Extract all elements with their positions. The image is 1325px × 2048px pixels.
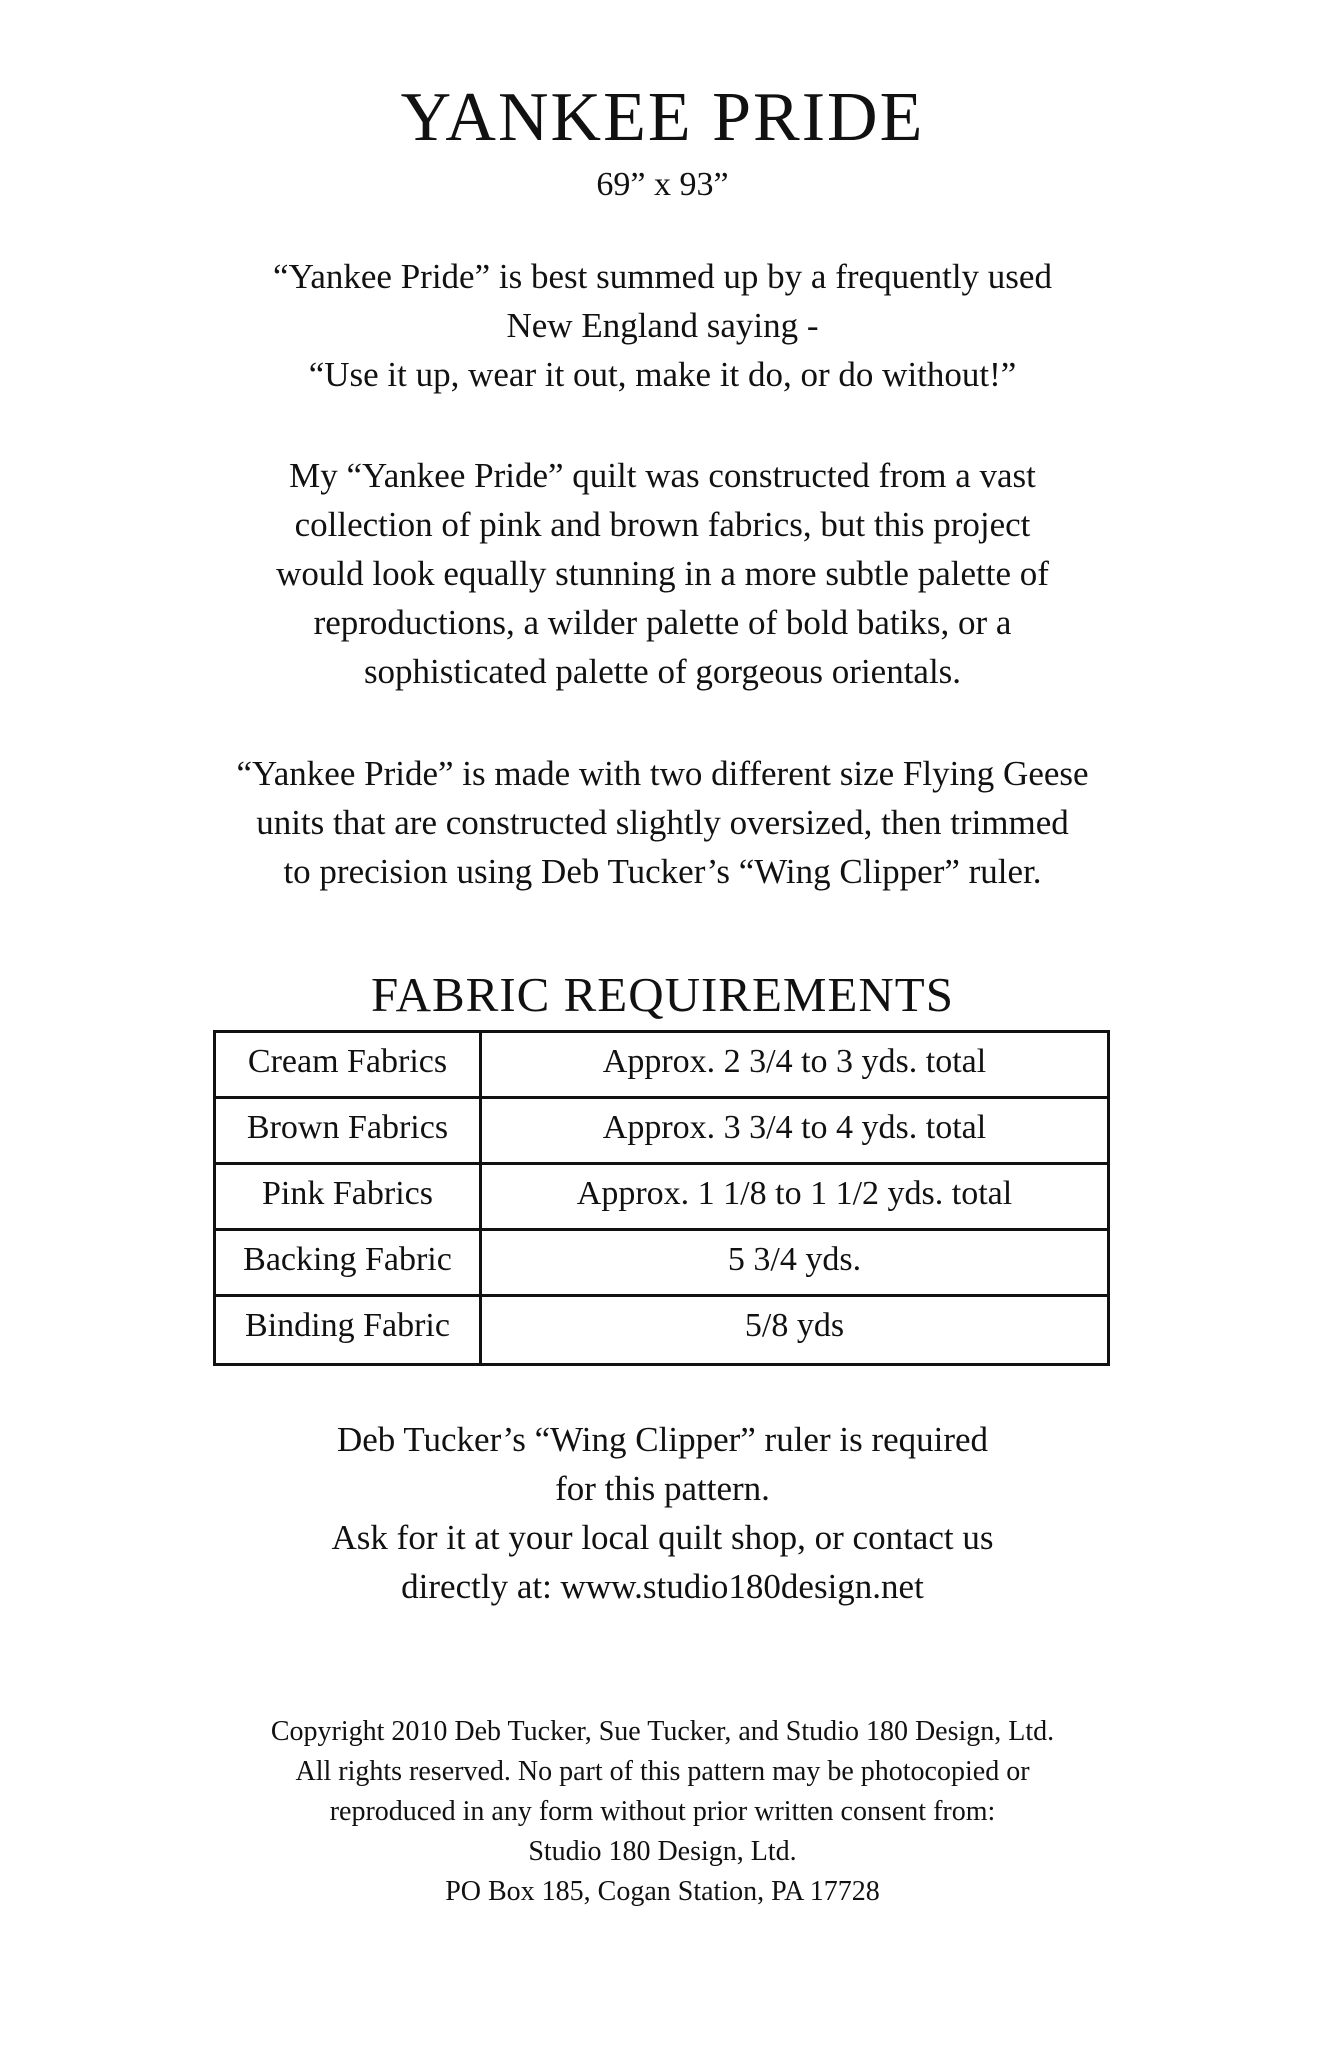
intro-line: “Yankee Pride” is best summed up by a frequently used	[273, 257, 1052, 296]
description-line: My “Yankee Pride” quilt was constructed from a vast	[289, 456, 1036, 495]
description-line: collection of pink and brown fabrics, but this project	[294, 505, 1031, 544]
fabric-name-cell: Backing Fabric	[216, 1231, 482, 1294]
table-row	[216, 1231, 1107, 1297]
description-paragraph	[150, 451, 1175, 696]
fabric-amount-cell: Approx. 2 3/4 to 3 yds. total	[602, 1043, 987, 1080]
technique-line: “Yankee Pride” is made with two different size Flying Geese	[236, 754, 1089, 793]
ruler-note-line: Ask for it at your local quilt shop, or contact us	[331, 1518, 994, 1557]
fabric-amount-cell: Approx. 1 1/8 to 1 1/2 yds. total	[576, 1175, 1013, 1212]
fabric-amount-cell: 5/8 yds	[744, 1307, 845, 1344]
fabric-name-cell: Brown Fabrics	[216, 1099, 482, 1162]
table-row	[216, 1297, 1107, 1363]
technique-line: units that are constructed slightly oversized, then trimmed	[256, 803, 1069, 842]
fabric-amount-cell: 5 3/4 yds.	[727, 1241, 862, 1278]
intro-paragraph	[150, 252, 1175, 399]
fabric-amount-cell: Approx. 3 3/4 to 4 yds. total	[602, 1109, 987, 1146]
copyright-line: All rights reserved. No part of this pattern may be photocopied or	[295, 1756, 1030, 1787]
copyright-line: Studio 180 Design, Ltd.	[528, 1836, 797, 1867]
ruler-note-line: for this pattern.	[555, 1469, 770, 1508]
page-title: YANKEE PRIDE	[400, 79, 925, 156]
ruler-note-paragraph	[150, 1415, 1175, 1611]
technique-line: to precision using Deb Tucker’s “Wing Clipper” ruler.	[283, 852, 1042, 891]
fabric-requirements-heading: FABRIC REQUIREMENTS	[370, 967, 954, 1022]
ruler-note-line: Deb Tucker’s “Wing Clipper” ruler is required	[336, 1420, 989, 1459]
description-line: reproductions, a wilder palette of bold batiks, or a	[313, 603, 1012, 642]
technique-paragraph	[150, 749, 1175, 896]
ruler-note-line: directly at: www.studio180design.net	[401, 1567, 924, 1606]
description-line: sophisticated palette of gorgeous orientals.	[363, 652, 962, 691]
table-row	[216, 1165, 1107, 1231]
copyright-line: reproduced in any form without prior written consent from:	[329, 1796, 996, 1827]
copyright-line: Copyright 2010 Deb Tucker, Sue Tucker, and Studio 180 Design, Ltd.	[270, 1716, 1055, 1747]
intro-line: New England saying -	[506, 306, 819, 345]
description-line: would look equally stunning in a more subtle palette of	[276, 554, 1049, 593]
copyright-line: PO Box 185, Cogan Station, PA 17728	[445, 1876, 880, 1907]
table-row	[216, 1033, 1107, 1099]
fabric-name-cell: Binding Fabric	[216, 1297, 482, 1363]
fabric-name-cell: Pink Fabrics	[216, 1165, 482, 1228]
fabric-requirements-table	[213, 1030, 1110, 1366]
quilt-dimensions: 69” x 93”	[596, 166, 729, 203]
intro-line: “Use it up, wear it out, make it do, or do without!”	[308, 355, 1017, 394]
copyright-notice	[150, 1712, 1175, 1912]
table-row	[216, 1099, 1107, 1165]
fabric-name-cell: Cream Fabrics	[216, 1033, 482, 1096]
